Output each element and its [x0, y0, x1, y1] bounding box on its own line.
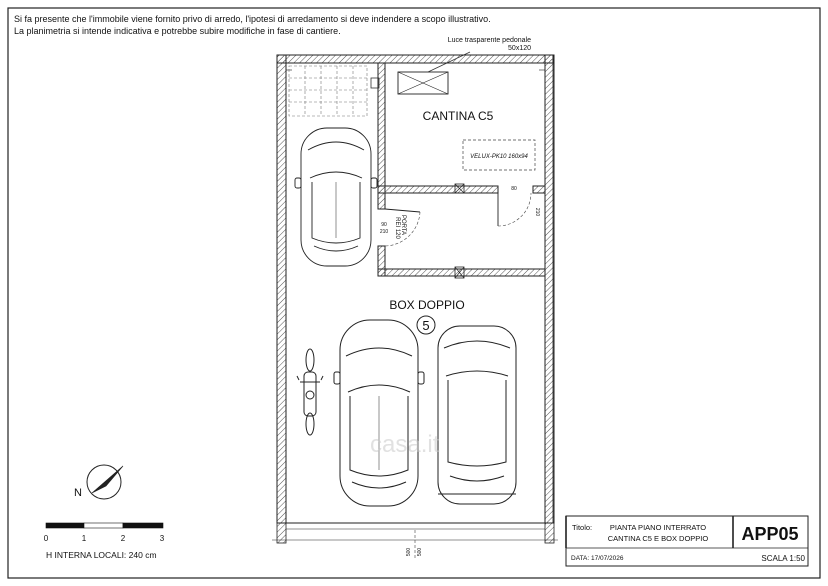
skylight-size: 50x120	[508, 45, 531, 52]
rei-door-width: 90	[381, 222, 387, 228]
cantina-door-width: 80	[511, 186, 517, 192]
scale-bar	[46, 523, 163, 528]
scale-tick-2: 2	[120, 534, 126, 543]
car-icon-sedan	[438, 326, 516, 504]
car-icon-large	[334, 320, 424, 506]
note-line-1: Si fa presente che l'immobile viene fornito privo di arredo, l'ipotesi di arredamento si deve indendere a scopo illustrativo.	[14, 14, 491, 24]
rei-door	[380, 209, 420, 246]
car-icon-small	[295, 128, 377, 266]
cantina-walls	[378, 63, 545, 278]
sheet-border	[8, 8, 820, 578]
scale-tick-3: 3	[159, 534, 165, 543]
velux-label: VELUX-PK10 160x94	[470, 154, 528, 160]
box-doppio-label: BOX DOPPIO	[389, 298, 465, 312]
cantina-label: CANTINA C5	[422, 109, 494, 123]
note-line-2: La planimetria si intende indicativa e potrebbe subire modifiche in fase di cantiere.	[14, 26, 341, 36]
title-label: Titolo:	[572, 523, 593, 532]
rei-door-label-a: PORTA	[400, 214, 406, 236]
skylight-box	[398, 72, 448, 94]
north-label: N	[74, 487, 82, 499]
box-number: 5	[422, 318, 430, 333]
stair-outline	[289, 66, 367, 116]
scale-tick-0: 0	[43, 534, 49, 543]
dim-bottom-b: 500	[417, 547, 423, 557]
drawing-code: APP05	[741, 524, 799, 544]
garage-opening	[272, 523, 558, 560]
rei-door-label-b: REI 120	[394, 217, 400, 239]
height-note: H INTERNA LOCALI: 240 cm	[46, 550, 157, 560]
title-line-1: PIANTA PIANO INTERRATO	[609, 523, 707, 532]
skylight-label: Luce trasparente pedonale	[447, 37, 531, 44]
motorcycle-icon	[297, 349, 323, 435]
title-line-2: CANTINA C5 E BOX DOPPIO	[607, 534, 709, 543]
rei-door-height: 210	[379, 229, 389, 235]
north-arrow-icon	[87, 465, 123, 499]
watermark: casa.it	[370, 431, 440, 458]
drawing-scale: SCALA 1:50	[761, 554, 805, 563]
drawing-date: DATA: 17/07/2026	[571, 555, 624, 562]
cantina-door-height: 210	[534, 207, 540, 217]
dim-bottom-a: 500	[406, 547, 412, 557]
scale-tick-1: 1	[81, 534, 87, 543]
